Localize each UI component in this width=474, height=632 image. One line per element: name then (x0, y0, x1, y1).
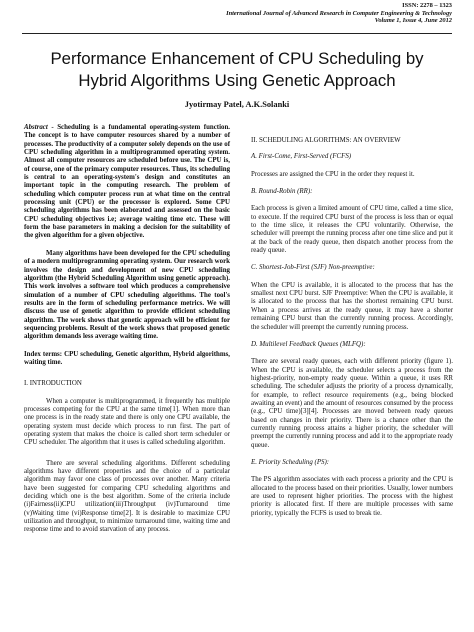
subsection-d-title: D. Multilevel Feedback Queues (MLFQ): (251, 340, 366, 348)
right-column (251, 124, 453, 518)
intro-paragraph-1: When a computer is multiprogrammed, it frequently has multiple processes competing for the CPU at the same time[1]. When more than one process is in the ready state and there is only one CPU available, the operating system must decide which process to run first. The part of operating system that makes the choice is called short term scheduler or CPU scheduler. The algorithm that it uses is called scheduling algorithm. (24, 397, 230, 447)
subsection-e-text: The PS algorithm associates with each process a priority and the CPU is allocated to the process based on their priorities. Usually, lower numbers are used to represent higher priorities. The process with the highest priority is allocated first. If there are multiple processes with same priority, typically the FCFS is used to break tie. (251, 476, 453, 517)
index-terms: Index terms: CPU scheduling, Genetic algorithm, Hybrid algorithms, waiting time. (24, 350, 230, 366)
abstract-paragraph-2: Many algorithms have been developed for the CPU scheduling of a modern multiprogramming operating system. Our research work involves the design and development of new CPU scheduling algorithm (the Hybrid Scheduling Algorithm using genetic approach). This work involves a software tool which produces a comprehensive simulation of a number of CPU scheduling algorithms. The tool's results are in the form of scheduling performance metrics. We will discuss the use of genetic algorithm to provide efficient scheduling algorithm. The work shows that genetic approach will be efficient for sequencing problems. Result of the work shows that proposed genetic algorithm demands less average waiting time. (24, 249, 230, 341)
abstract-text: - Scheduling is a fundamental operating-system function. The concept is to have computer resources shared by a number of processes. The productivity of a computer solely depends on the use of CPU scheduling algorithm in a multiprogrammed operating system. Almost all computer resources are scheduled before use. The CPU is, of course, one of the primary computer resources. Thus, its scheduling is central to an operating-system's design and constitutes an important topic in the computing research. The problem of scheduling which computer process run at what time on the central processing unit (CPU) or the processor is explored. Some CPU scheduling algorithms has been elaborated and assessed on the basic CPU scheduling objectives i.e; average waiting time etc. These will form the base parameters in making a decision for the suitability of the given algorithm for a given objective. (24, 124, 231, 240)
subsection-c-text: When the CPU is available, it is allocated to the process that has the smallest next CPU burst. SJF Preemptive: When the CPU is available, it is allocated to the process that has the shortest remaining CPU burst. When a process arrives at the ready queue, it may have a shorter remaining CPU burst than the currently running process. Accordingly, the scheduler will preempt the currently running process. (251, 281, 453, 331)
subsection-c-title: C. Shortest-Job-First (SJF) Non-preemptive: (251, 264, 375, 272)
issn: ISSN: 2278 – 1323 (402, 2, 452, 9)
subsection-a-title: A. First-Come, First-Served (FCFS) (251, 153, 352, 161)
header-rule (22, 33, 452, 34)
abstract-paragraph (24, 124, 230, 241)
journal-name: International Journal of Advanced Research in Computer Engineering & Technology (226, 9, 452, 17)
title-line-1: Performance Enhancement of CPU Scheduling by (50, 49, 424, 68)
volume-issue: Volume 1, Issue 4, June 2012 (374, 17, 452, 25)
journal-header (226, 2, 452, 25)
section-2-heading: II. SCHEDULING ALGORITHMS: AN OVERVIEW (251, 137, 401, 144)
intro-paragraph-2: There are several scheduling algorithms. Different scheduling algorithms have different properties and the choice of a particular algorithm may favor one class of processes over another. Many criteria have been suggested for comparing CPU scheduling algorithms and deciding which one is the best algorithm. Some of the criteria include (i)Fairness(ii)CPU utilization(iii)Throughput (iv)Turnaround time (v)Waiting time (vi)Response time[2]. It is desirable to maximize CPU utilization and throughput, to minimize turnaround time, waiting time and response time and to avoid starvation of any process. (24, 459, 230, 534)
intro-heading: I. INTRODUCTION (24, 380, 82, 388)
abstract-label: Abstract (24, 124, 48, 131)
subsection-d-text: There are several ready queues, each with different priority (figure 1). When the CPU is available, the scheduler selects a process from the highest-priority, non-empty ready queue. Within a queue, it uses RR scheduling. The scheduler adjusts the priority of a process dynamically, for example, to reflect resource requirements (e.g., being blocked awaiting an event) and the amount of resources consumed by the process (e.g., CPU time)[3][4]. Processes are moved between ready queues based on changes in their priority. There is a chance other than the currently running process attains a higher priority, the scheduler will preempt the currently running process and add it to the appropriate ready queue. (251, 358, 453, 449)
subsection-b-text: Each process is given a limited amount of CPU time, called a time slice, to execute. If the required CPU burst of the process is less than or equal to the time slice, it releases the CPU voluntarily. Otherwise, the scheduler will preempt the running process after one time slice and put it at the back of the ready queue, then dispatch another process from the ready queue. (251, 205, 453, 255)
left-column (24, 124, 230, 535)
subsection-e-title: E. Priority Scheduling (PS): (251, 458, 330, 466)
title-line-2: Hybrid Algorithms Using Genetic Approach (78, 71, 396, 90)
authors: Jyotirmay Patel, A.K.Solanki (184, 100, 290, 109)
paper-title (20, 48, 454, 92)
subsection-a-text: Processes are assigned the CPU in the order they request it. (251, 170, 415, 178)
subsection-b-title: B. Round-Robin (RR): (251, 188, 313, 196)
